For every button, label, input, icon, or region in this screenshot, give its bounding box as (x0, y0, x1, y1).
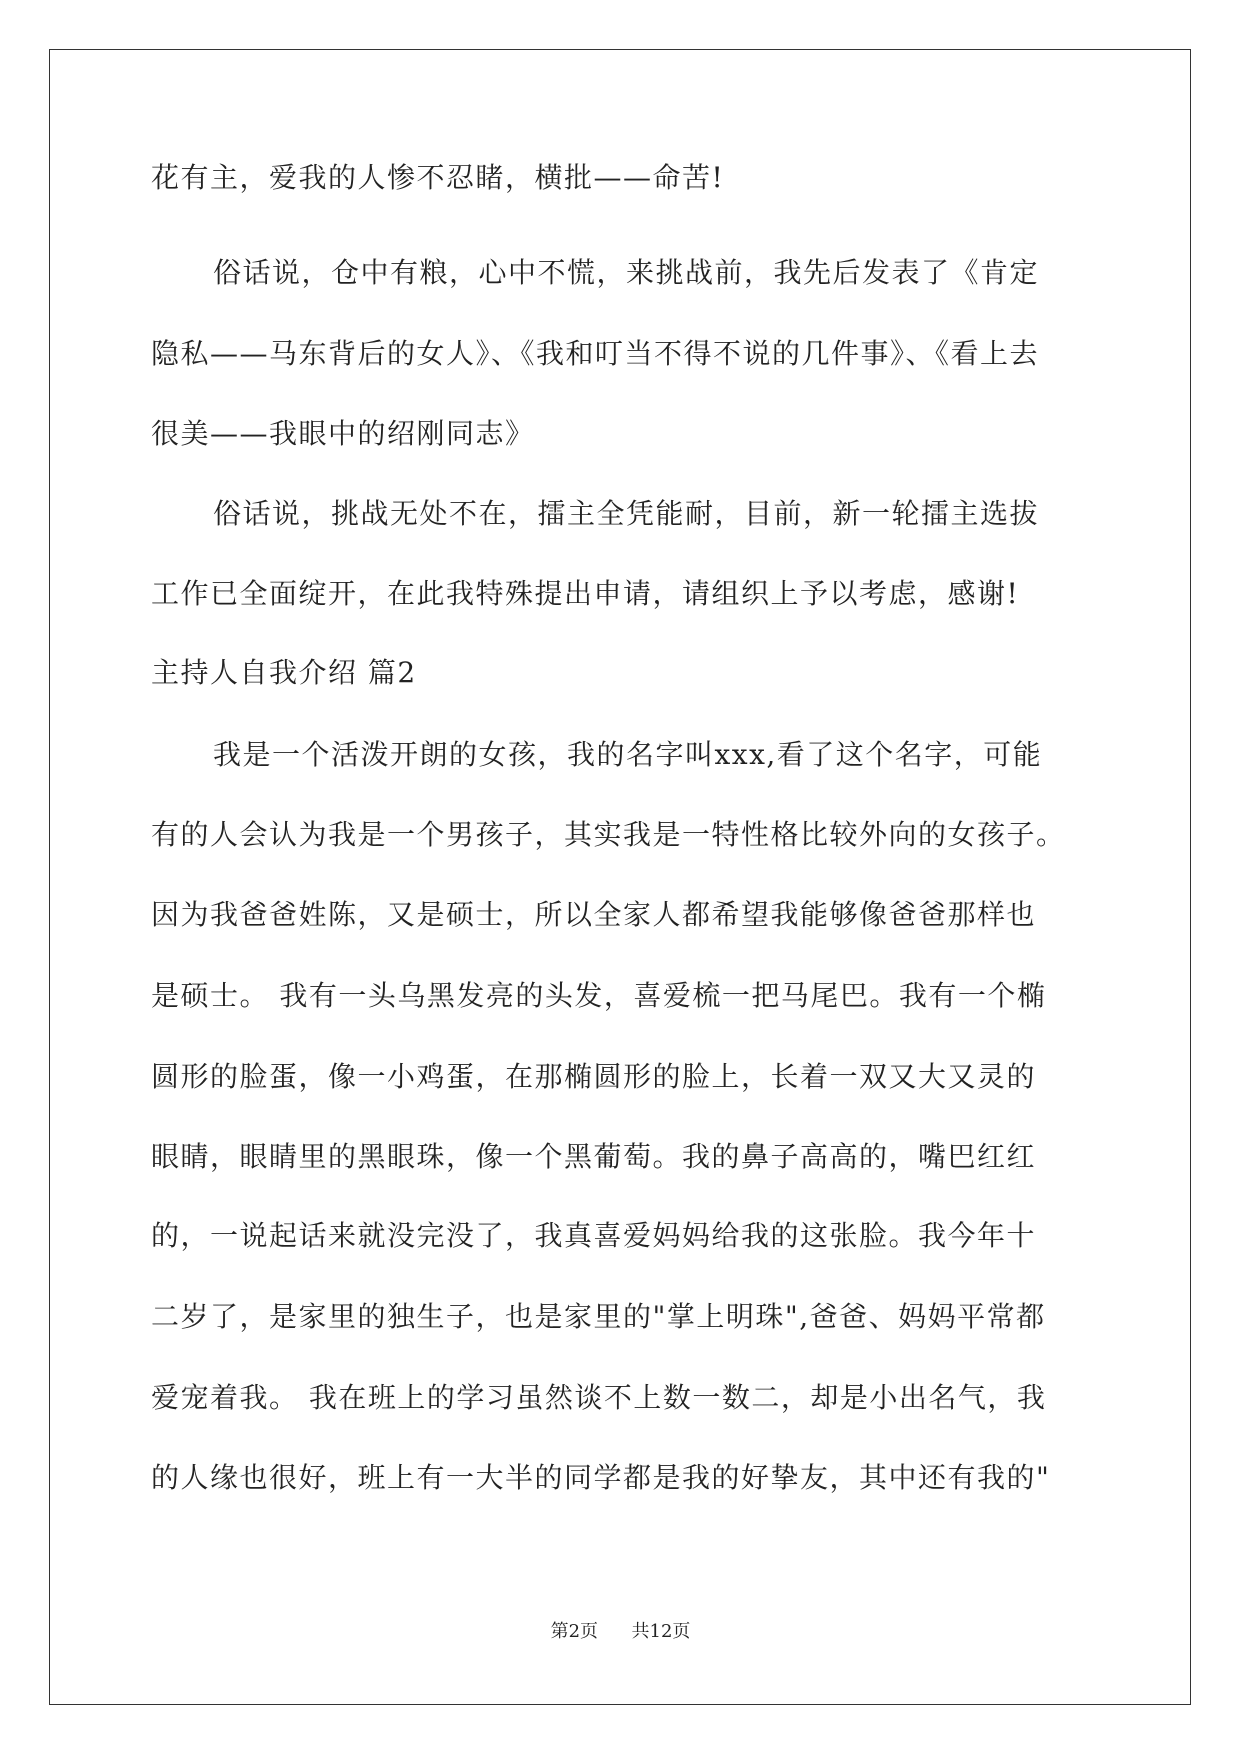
paragraph-first-line: 俗话说，仓中有粮，心中不慌，来挑战前，我先后发表了《肯定 (213, 256, 1040, 289)
text-line: 圆形的脸蛋，像一小鸡蛋，在那椭圆形的脸上，长着一双又大又灵的 (151, 1060, 1037, 1093)
text-line: 眼睛，眼睛里的黑眼珠，像一个黑葡萄。我的鼻子高高的，嘴巴红红 (151, 1140, 1037, 1173)
text-line: 工作已全面绽开，在此我特殊提出申请，请组织上予以考虑，感谢! (151, 577, 1020, 610)
page-footer (0, 1620, 1241, 1644)
paragraph-first-line: 俗话说，挑战无处不在，擂主全凭能耐，目前，新一轮擂主选拔 (213, 497, 1040, 530)
total-pages: 共12页 (631, 1621, 691, 1642)
text-line: 隐私——马东背后的女人》、《我和叮当不得不说的几件事》、《看上去 (151, 337, 1040, 370)
text-line: 因为我爸爸姓陈，又是硕士，所以全家人都希望我能够像爸爸那样也 (151, 898, 1037, 931)
text-line: 的人缘也很好，班上有一大半的同学都是我的好挚友，其中还有我的" (151, 1461, 1051, 1494)
page-border (49, 49, 1191, 1705)
text-line: 二岁了，是家里的独生子，也是家里的"掌上明珠",爸爸、妈妈平常都 (151, 1300, 1046, 1333)
text-line: 有的人会认为我是一个男孩子，其实我是一特性格比较外向的女孩子。 (151, 818, 1066, 851)
section-heading: 主持人自我介绍 篇2 (151, 656, 417, 689)
text-line: 是硕士。 我有一头乌黑发亮的头发，喜爱梳一把马尾巴。我有一个椭 (151, 979, 1047, 1012)
text-line: 的，一说起话来就没完没了，我真喜爱妈妈给我的这张脸。我今年十 (151, 1219, 1037, 1252)
text-line: 爱宠着我。 我在班上的学习虽然谈不上数一数二，却是小出名气，我 (151, 1381, 1047, 1414)
text-line: 很美——我眼中的绍刚同志》 (151, 417, 535, 450)
text-line: 花有主，爱我的人惨不忍睹，横批——命苦! (151, 161, 725, 194)
page-number: 第2页 (550, 1621, 599, 1642)
paragraph-first-line: 我是一个活泼开朗的女孩，我的名字叫xxx,看了这个名字，可能 (213, 738, 1043, 771)
